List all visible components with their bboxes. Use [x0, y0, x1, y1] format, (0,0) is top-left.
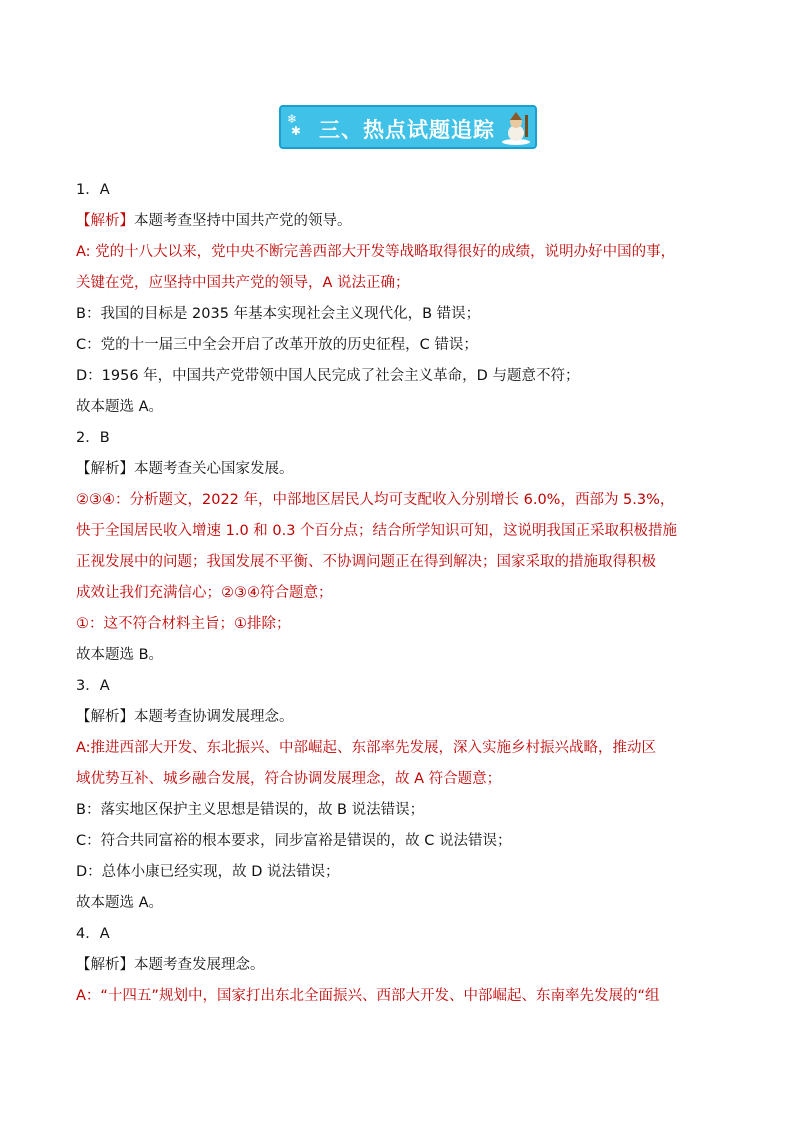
- analysis-line: 【解析】本题考查协调发展理念。: [76, 709, 294, 725]
- option-a-line: A：“十四五”规划中，国家打出东北全面振兴、西部大开发、中部崛起、东南率先发展的“组: [76, 988, 660, 1004]
- explanation-line: 成效让我们充满信心；②③④符合题意；: [76, 585, 333, 601]
- explanation-line: ②③④：分析题文，2022 年，中部地区居民人均可支配收入分别增长 6.0%，西部为 5.3%，: [76, 492, 675, 508]
- option-d-line: D：总体小康已经实现，故 D 说法错误；: [76, 864, 340, 880]
- option-c-line: C：符合共同富裕的根本要求，同步富裕是错误的，故 C 说法错误；: [76, 833, 512, 849]
- answer-number: 2．B: [76, 430, 110, 446]
- option-b-line: B：落实地区保护主义思想是错误的，故 B 说法错误；: [76, 802, 425, 818]
- analysis-line: 【解析】本题考查关心国家发展。: [76, 461, 294, 477]
- answer-number: 1．A: [76, 182, 110, 198]
- option-d-line: D：1956 年，中国共产党带领中国人民完成了社会主义革命，D 与题意不符；: [76, 368, 580, 384]
- option-b-line: B：我国的目标是 2035 年基本实现社会主义现代化，B 错误；: [76, 306, 481, 322]
- explanation-line: 正视发展中的问题；我国发展不平衡、不协调问题正在得到解决；国家采取的措施取得积极: [76, 554, 656, 570]
- option-a-line: A: 党的十八大以来，党中央不断完善西部大开发等战略取得很好的成绩，说明办好中国的事，: [76, 244, 676, 260]
- analysis-text: 本题考查坚持中国共产党的领导。: [134, 213, 352, 229]
- option-c-line: C：党的十一届三中全会开启了改革开放的历史征程，C 错误；: [76, 337, 478, 353]
- option-a-line-cont: 域优势互补、城乡融合发展，符合协调发展理念，故 A 符合题意；: [76, 771, 502, 787]
- answer-content: [76, 175, 726, 1012]
- snowman-icon: [501, 111, 531, 145]
- section-banner: [279, 105, 537, 149]
- analysis-line: 【解析】本题考查坚持中国共产党的领导。: [76, 213, 352, 229]
- conclusion-line: 故本题选 B。: [76, 647, 164, 663]
- snowflake-icon: ❄ ✱: [287, 112, 301, 138]
- answer-number: 4．A: [76, 926, 110, 942]
- answer-number: 3．A: [76, 678, 110, 694]
- section-title: 三、热点试题追踪: [319, 118, 495, 142]
- explanation-line: ①：这不符合材料主旨；①排除；: [76, 616, 291, 632]
- conclusion-line: 故本题选 A。: [76, 399, 164, 415]
- conclusion-line: 故本题选 A。: [76, 895, 164, 911]
- option-a-line: A:推进西部大开发、东北振兴、中部崛起、东部率先发展，深入实施乡村振兴战略，推动区: [76, 740, 657, 756]
- analysis-line: 【解析】本题考查发展理念。: [76, 957, 265, 973]
- explanation-line: 快于全国居民收入增速 1.0 和 0.3 个百分点；结合所学知识可知，这说明我国正采取积极措施: [76, 523, 678, 539]
- option-a-line-cont: 关键在党，应坚持中国共产党的领导，A 说法正确；: [76, 275, 410, 291]
